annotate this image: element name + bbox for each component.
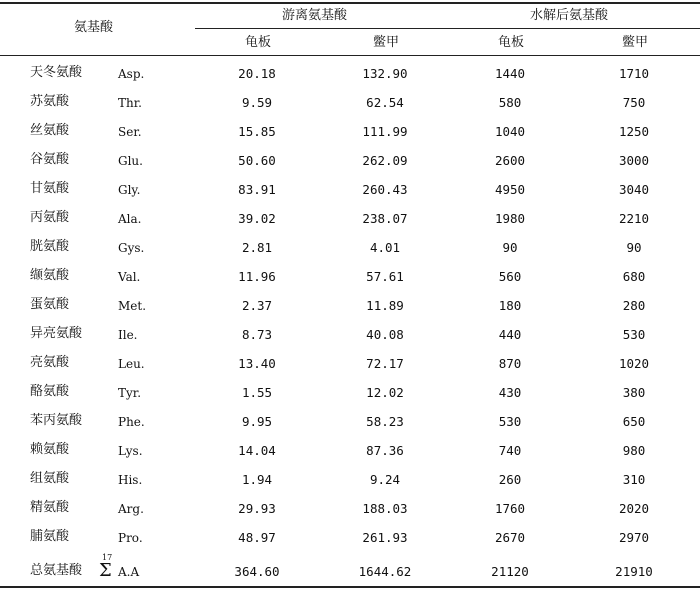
row-free-softshell: 58.23: [366, 414, 404, 429]
row-free-softshell: 261.93: [362, 530, 408, 545]
row-free-softshell: 260.43: [362, 182, 408, 197]
row-abbr: Ile.: [118, 328, 138, 342]
row-hyd-turtle: 580: [498, 95, 522, 110]
row-free-turtle: 83.91: [238, 182, 276, 197]
total-abbr: A.A: [118, 565, 140, 579]
row-free-softshell: 4.01: [369, 240, 401, 255]
row-hyd-softshell: 3040: [618, 182, 650, 197]
row-free-softshell: 72.17: [366, 356, 404, 371]
row-hyd-turtle: 2670: [494, 530, 526, 545]
total-hyd-softshell: 21910: [615, 564, 653, 579]
row-free-turtle: 8.73: [241, 327, 273, 342]
row-free-turtle: 1.55: [241, 385, 273, 400]
top-rule: [0, 2, 700, 4]
row-free-turtle: 2.81: [241, 240, 273, 255]
row-hyd-softshell: 750: [622, 95, 646, 110]
row-free-softshell: 57.61: [366, 269, 404, 284]
total-label: 总氨基酸: [30, 563, 83, 578]
row-abbr: Met.: [118, 299, 147, 313]
row-name-cn: 亮氨酸: [30, 355, 70, 370]
row-abbr: Tyr.: [118, 386, 142, 400]
row-hyd-turtle: 1040: [494, 124, 526, 139]
row-free-turtle: 14.04: [238, 443, 276, 458]
row-name-cn: 天冬氨酸: [30, 65, 83, 80]
header-amino-acid: 氨基酸: [74, 20, 114, 35]
total-hyd-turtle: 21120: [491, 564, 529, 579]
row-name-cn: 异亮氨酸: [30, 326, 83, 341]
row-free-softshell: 188.03: [362, 501, 408, 516]
sigma-superscript: 17: [102, 553, 113, 562]
row-hyd-turtle: 260: [498, 472, 522, 487]
row-abbr: Glu.: [118, 154, 143, 168]
row-free-turtle: 50.60: [238, 153, 276, 168]
row-name-cn: 胱氨酸: [30, 239, 70, 254]
row-abbr: Leu.: [118, 357, 145, 371]
row-name-cn: 谷氨酸: [30, 152, 70, 167]
row-free-turtle: 2.37: [241, 298, 273, 313]
row-name-cn: 脯氨酸: [30, 529, 70, 544]
header-free-softshell: 鳖甲: [373, 35, 400, 50]
row-hyd-softshell: 1250: [618, 124, 650, 139]
row-hyd-turtle: 440: [498, 327, 522, 342]
row-hyd-softshell: 2020: [618, 501, 650, 516]
header-rule: [0, 55, 700, 56]
row-free-turtle: 9.59: [241, 95, 273, 110]
row-name-cn: 丙氨酸: [30, 210, 70, 225]
row-abbr: Arg.: [118, 502, 144, 516]
header-free-turtle: 龟板: [245, 35, 272, 50]
row-name-cn: 酪氨酸: [30, 384, 70, 399]
row-hyd-softshell: 3000: [618, 153, 650, 168]
row-hyd-turtle: 180: [498, 298, 522, 313]
row-hyd-turtle: 1440: [494, 66, 526, 81]
row-free-turtle: 48.97: [238, 530, 276, 545]
header-hyd-softshell: 鳖甲: [622, 35, 649, 50]
row-hyd-turtle: 1980: [494, 211, 526, 226]
row-hyd-softshell: 1710: [618, 66, 650, 81]
total-free-turtle: 364.60: [234, 564, 280, 579]
row-abbr: Phe.: [118, 415, 145, 429]
row-free-softshell: 262.09: [362, 153, 408, 168]
row-hyd-turtle: 1760: [494, 501, 526, 516]
group-rule: [195, 28, 700, 29]
row-free-softshell: 9.24: [369, 472, 401, 487]
row-free-softshell: 132.90: [362, 66, 408, 81]
row-hyd-softshell: 2970: [618, 530, 650, 545]
row-free-turtle: 1.94: [241, 472, 273, 487]
row-free-softshell: 40.08: [366, 327, 404, 342]
row-name-cn: 丝氨酸: [30, 123, 70, 138]
row-abbr: Gys.: [118, 241, 145, 255]
row-free-softshell: 62.54: [366, 95, 404, 110]
row-hyd-turtle: 2600: [494, 153, 526, 168]
row-hyd-turtle: 430: [498, 385, 522, 400]
row-free-turtle: 9.95: [241, 414, 273, 429]
row-free-turtle: 15.85: [238, 124, 276, 139]
row-hyd-softshell: 2210: [618, 211, 650, 226]
row-abbr: Thr.: [118, 96, 142, 110]
header-free-amino-acid: 游离氨基酸: [282, 8, 348, 23]
row-hyd-softshell: 280: [622, 298, 646, 313]
row-hyd-softshell: 90: [626, 240, 642, 255]
total-free-softshell: 1644.62: [358, 564, 412, 579]
row-abbr: Val.: [118, 270, 141, 284]
row-name-cn: 组氨酸: [30, 471, 70, 486]
row-name-cn: 苯丙氨酸: [30, 413, 83, 428]
row-hyd-softshell: 380: [622, 385, 646, 400]
row-hyd-softshell: 680: [622, 269, 646, 284]
row-free-softshell: 87.36: [366, 443, 404, 458]
row-name-cn: 蛋氨酸: [30, 297, 70, 312]
row-name-cn: 缬氨酸: [30, 268, 70, 283]
row-hyd-softshell: 530: [622, 327, 646, 342]
row-abbr: Ser.: [118, 125, 142, 139]
row-free-turtle: 11.96: [238, 269, 276, 284]
row-abbr: Gly.: [118, 183, 141, 197]
row-hyd-softshell: 310: [622, 472, 646, 487]
row-free-turtle: 20.18: [238, 66, 276, 81]
sigma-glyph: Σ: [99, 560, 112, 581]
row-abbr: His.: [118, 473, 143, 487]
row-abbr: Pro.: [118, 531, 143, 545]
row-free-softshell: 11.89: [366, 298, 404, 313]
row-free-softshell: 111.99: [362, 124, 408, 139]
row-free-softshell: 238.07: [362, 211, 408, 226]
sigma-symbol: [99, 553, 113, 581]
header-hyd-turtle: 龟板: [498, 35, 525, 50]
header-hydrolyzed-amino-acid: 水解后氨基酸: [530, 8, 609, 23]
row-hyd-softshell: 1020: [618, 356, 650, 371]
row-free-turtle: 39.02: [238, 211, 276, 226]
row-free-turtle: 29.93: [238, 501, 276, 516]
row-name-cn: 甘氨酸: [30, 181, 70, 196]
row-hyd-softshell: 980: [622, 443, 646, 458]
row-hyd-turtle: 740: [498, 443, 522, 458]
row-free-turtle: 13.40: [238, 356, 276, 371]
row-name-cn: 精氨酸: [30, 500, 70, 515]
row-abbr: Ala.: [118, 212, 142, 226]
row-hyd-turtle: 870: [498, 356, 522, 371]
row-hyd-turtle: 560: [498, 269, 522, 284]
bottom-rule: [0, 586, 700, 588]
row-hyd-turtle: 90: [502, 240, 518, 255]
row-hyd-softshell: 650: [622, 414, 646, 429]
row-name-cn: 赖氨酸: [30, 442, 70, 457]
row-hyd-turtle: 4950: [494, 182, 526, 197]
row-abbr: Asp.: [118, 67, 145, 81]
row-abbr: Lys.: [118, 444, 143, 458]
row-hyd-turtle: 530: [498, 414, 522, 429]
row-free-softshell: 12.02: [366, 385, 404, 400]
row-name-cn: 苏氨酸: [30, 94, 70, 109]
